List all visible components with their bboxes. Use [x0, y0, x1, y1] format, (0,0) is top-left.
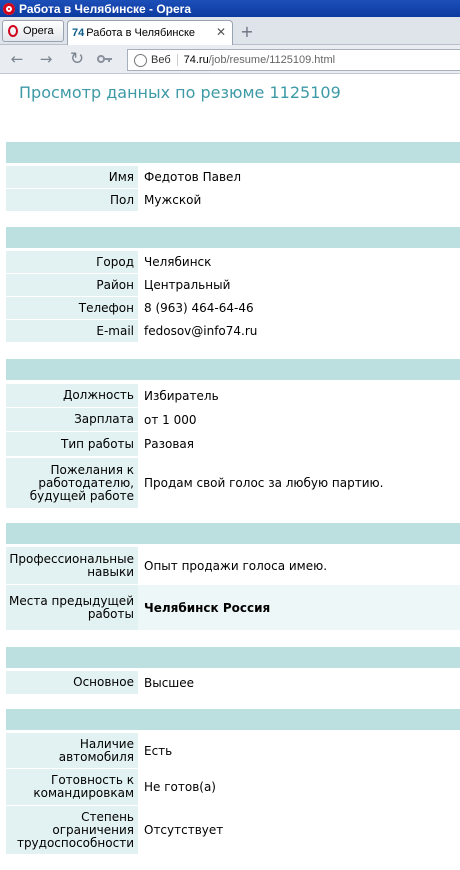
field-label: Пол: [6, 189, 138, 211]
search-engine-label: Веб: [151, 54, 178, 66]
field-value: Отсутствует: [144, 823, 224, 837]
row-city: [6, 251, 460, 273]
field-label: Основное: [6, 671, 138, 694]
row-name: [6, 166, 460, 188]
address-field[interactable]: [127, 49, 460, 71]
field-value: от 1 000: [144, 412, 197, 427]
site-favicon: 74: [72, 27, 85, 39]
row-previous-work: [6, 585, 460, 630]
opera-logo-icon: [3, 3, 15, 15]
opera-icon: [8, 25, 18, 37]
field-label: Телефон: [6, 297, 138, 319]
field-label: Должность: [6, 384, 138, 407]
close-icon[interactable]: ✕: [215, 25, 226, 39]
field-value: Челябинск: [144, 255, 212, 269]
field-label: Степень ограничения трудоспособности: [6, 806, 138, 854]
row-skills: [6, 547, 460, 584]
field-value: Есть: [144, 743, 173, 758]
section-header-experience: [6, 523, 460, 544]
field-value: Высшее: [144, 675, 195, 690]
section-header-personal: [6, 142, 460, 163]
tab-active[interactable]: [67, 20, 233, 45]
field-value: Опыт продажи голоса имею.: [144, 558, 328, 573]
row-car: [6, 733, 460, 768]
row-work-type: [6, 432, 460, 456]
key-icon[interactable]: [96, 50, 114, 68]
page-title: Просмотр данных по резюме 1125109: [19, 83, 341, 102]
field-value: Избиратель: [144, 388, 219, 403]
field-value: Разовая: [144, 437, 194, 451]
section-header-education: [6, 647, 460, 668]
field-label: Тип работы: [6, 432, 138, 456]
row-salary: [6, 408, 460, 431]
field-value: Продам свой голос за любую партию.: [144, 476, 384, 490]
field-value: Не готов(а): [144, 780, 216, 794]
row-disability: [6, 806, 460, 854]
field-value: Центральный: [144, 278, 231, 292]
field-value: 8 (963) 464-64-46: [144, 301, 254, 315]
field-value: Мужской: [144, 193, 202, 207]
reload-icon[interactable]: ↻: [69, 49, 85, 69]
field-label: Пожелания к работодателю, будущей работе: [6, 458, 138, 508]
field-label: Район: [6, 274, 138, 296]
section-header-job: [6, 359, 460, 380]
url-path: /job/resume/1125109.html: [208, 54, 336, 66]
row-email: [6, 320, 460, 342]
window-title: Работа в Челябинске - Opera: [19, 1, 192, 16]
row-education: [6, 671, 460, 694]
section-header-extra: [6, 709, 460, 730]
globe-icon: [134, 54, 147, 67]
row-business-trips: [6, 769, 460, 805]
forward-arrow-icon[interactable]: →: [39, 50, 53, 68]
navigation-bar: [0, 45, 460, 74]
plus-icon[interactable]: +: [240, 22, 254, 41]
field-label: Места предыдущей работы: [6, 585, 138, 630]
field-value: Федотов Павел: [144, 170, 242, 184]
back-arrow-icon[interactable]: ←: [10, 50, 24, 68]
field-label: Имя: [6, 166, 138, 188]
field-label: E-mail: [6, 320, 138, 342]
opera-menu-button[interactable]: [2, 20, 64, 42]
url-host: 74.ru: [183, 54, 209, 66]
field-label: Профессиональные навыки: [6, 547, 138, 584]
row-phone: [6, 297, 460, 319]
opera-menu-label: Opera: [23, 25, 54, 37]
row-gender: [6, 189, 460, 211]
section-header-contacts: [6, 227, 460, 248]
field-label: Готовность к командировкам: [6, 769, 138, 805]
field-value: Челябинск Россия: [138, 585, 460, 630]
tab-strip: [0, 17, 460, 45]
field-label: Зарплата: [6, 408, 138, 431]
tab-label: Работа в Челябинске: [86, 27, 196, 39]
window-title-bar: [0, 0, 460, 17]
field-value: fedosov@info74.ru: [144, 324, 258, 338]
field-label: Наличие автомобиля: [6, 733, 138, 768]
field-label: Город: [6, 251, 138, 273]
row-position: [6, 384, 460, 407]
row-wishes: [6, 458, 460, 508]
row-district: [6, 274, 460, 296]
